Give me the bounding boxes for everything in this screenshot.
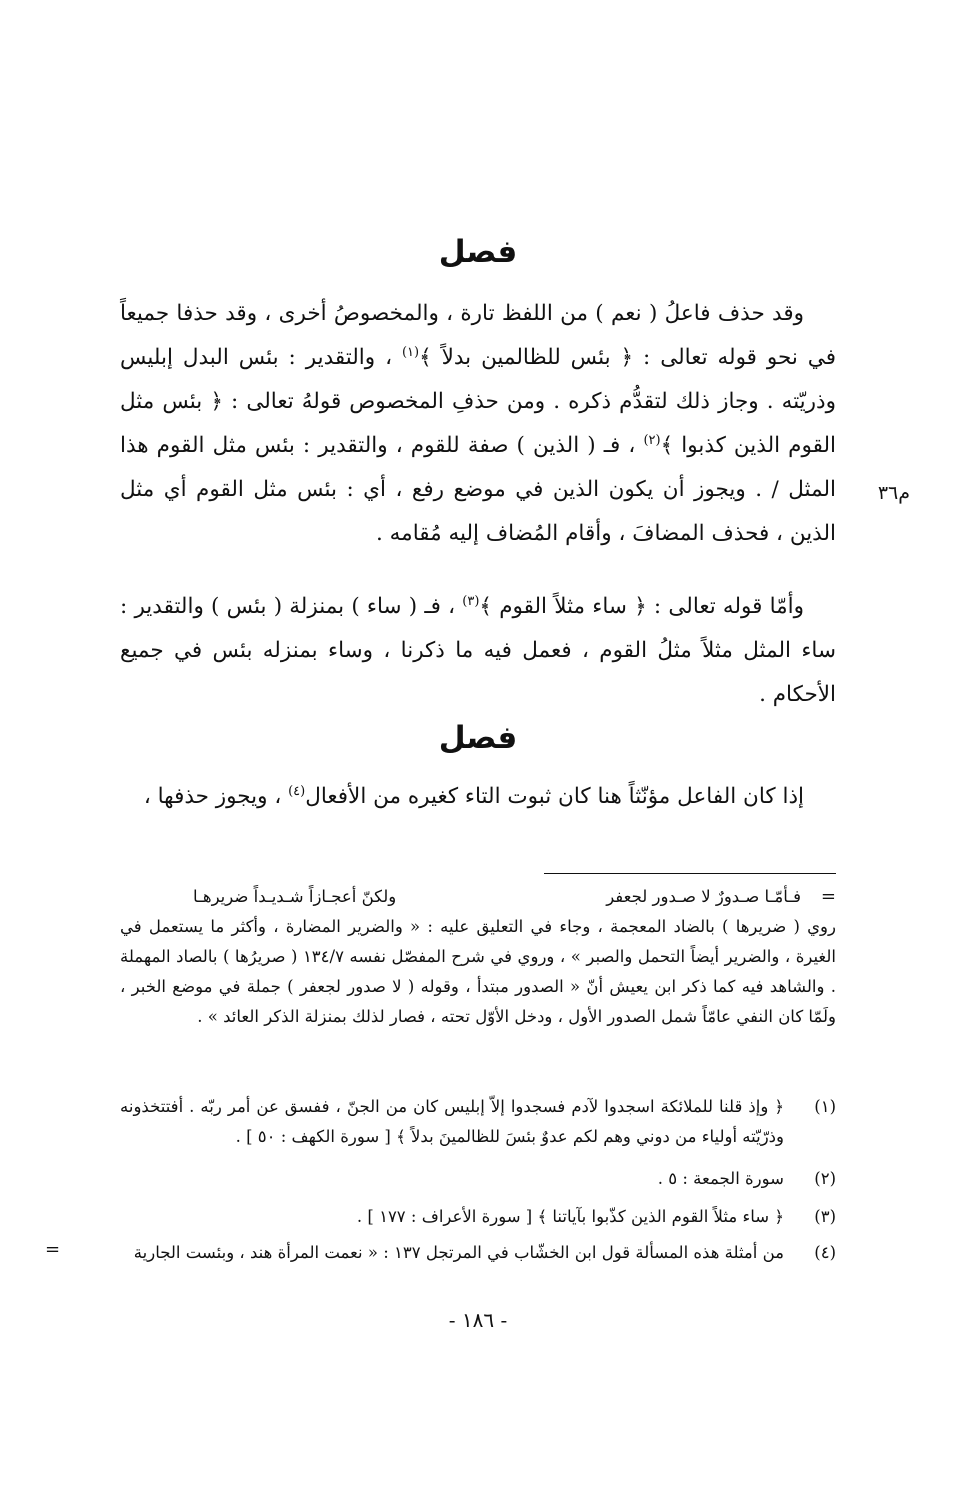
footnote-2 [120, 1164, 836, 1194]
footnote-text: سورة الجمعة : ٥ . [657, 1169, 784, 1188]
footnote-text: ﴿ وإذ قلنا للملائكة اسجدوا لآدم فسجدوا إلاّ إبليس كان من الجنّ ، ففسق عن أمر ربّه . أفتتخذونه وذرّيّته أولياء من دوني وهم لكم عدوٌ بئسَ للظالمينَ بدلاً ﴾ [ سورة الكهف : ٥٠ ] . [120, 1097, 784, 1146]
footnote-3 [120, 1202, 836, 1232]
verse-first-hemistich: فـأمّـا صـدورٌ لا صـدور لجعفر [606, 887, 801, 906]
footnote-ref-4[interactable]: (٤) [288, 783, 306, 799]
footnote-continuation-mark: = [820, 886, 836, 907]
footnote-1 [120, 1092, 836, 1152]
paragraph-text: وقد حذف فاعلُ ( نعم ) من اللفظ تارة ، والمخصوصُ أخرى ، وقد حذفا جميعاً في نحو قوله تعالى : ﴿ بئس للظالمين بدلاً ﴾ [120, 301, 836, 370]
footnote-divider [544, 873, 836, 874]
paragraph-saa [120, 585, 836, 717]
page-number: - ١٨٦ - [448, 1308, 508, 1332]
paragraph-text: وأمّا قوله تعالى : ﴿ ساء مثلاً القوم ﴾ [479, 594, 804, 619]
paragraph-text: إذا كان الفاعل مؤنّثاً هنا كان ثبوت التاء كغيره من الأفعال [305, 784, 804, 809]
footnote-text: ﴿ ساء مثلاً القوم الذين كذّبوا بآياتنا ﴾ [ سورة الأعراف : ١٧٧ ] . [356, 1207, 784, 1226]
paragraph-text: ، ويجوز حذفها ، [143, 784, 289, 809]
manuscript-page-marker: م٣٦ [877, 482, 910, 504]
footnote-4 [120, 1238, 836, 1268]
footnote-number: (٤) [814, 1243, 836, 1262]
footnote-ref-1[interactable]: (١) [401, 344, 420, 360]
section-heading: فصل [438, 234, 518, 270]
footnote-number: (٣) [814, 1207, 836, 1226]
footnote-text: من أمثلة هذه المسألة قول ابن الخشّاب في المرتجل ١٣٧ : « نعمت المرأة هند ، وبئست الجارية [133, 1243, 784, 1262]
section-heading: فصل [438, 720, 518, 756]
paragraph-text: ، والتقدير : بئس البدل إبليس وذريّته . وجاز ذلك لتقدُّم ذكره . ومن حذفِ المخصوص قولهُ تعالى : ﴿ بئس مثل القوم الذين كذبوا ﴾ [120, 345, 836, 458]
footnote-continuation: روي ( ضريرها ) بالضاد المعجمة ، وجاء في التعليق عليه : « والضرير المضارة ، وأكثر ما يستعمل في الغيرة ، والضرير أيضاً التحمل والصبر » ، وروي في شرح المفصّل نفسه ١٣٤/٧ ( صريرُها ) بالصاد المهملة . والشاهد فيه كما ذكر ابن يعيش أنّ « الصدور مبتدأ ، وقوله ( لا صدور لجعفر ) جملة في موضع الخبر ، ولَمّا كان النفي عامّاً شمل الصدور الأول ، ودخل الأوّل تحته ، فصار لذلك بمنزلة الذكر العائد » . [120, 917, 836, 1026]
footnote-ref-2[interactable]: (٢) [643, 432, 661, 448]
verse-second-hemistich: ولكنّ أعجـازاً شـديـداً ضريرهـا [193, 887, 397, 906]
footnote-ref-3[interactable]: (٣) [462, 593, 480, 609]
paragraph-text: ، فـ ( ساء ) بمنزلة ( بئس ) والتقدير : ساء المثل مثلاً مثلُ القوم ، فعمل فيه ما ذكرنا ، وساء بمنزله بئس في جميع الأحكام . [120, 594, 836, 707]
footnote-continues-mark: = [45, 1239, 61, 1260]
footnote-number: (١) [814, 1097, 836, 1116]
paragraph-ellipsis-of-agent [120, 292, 836, 556]
poetry-verse [193, 882, 801, 912]
paragraph-feminine-agent [120, 775, 836, 819]
footnote-number: (٢) [814, 1169, 836, 1188]
paragraph-text: ، فـ ( الذين ) صفة للقوم ، والتقدير : بئس مثل القوم هذا المثل / . ويجوز أن يكون الذين في موضع رفع ، أي : بئس مثل القوم أي مثل الذين ، فحذف المضافَ ، وأقام المُضاف إليه مُقامه . [120, 433, 836, 546]
